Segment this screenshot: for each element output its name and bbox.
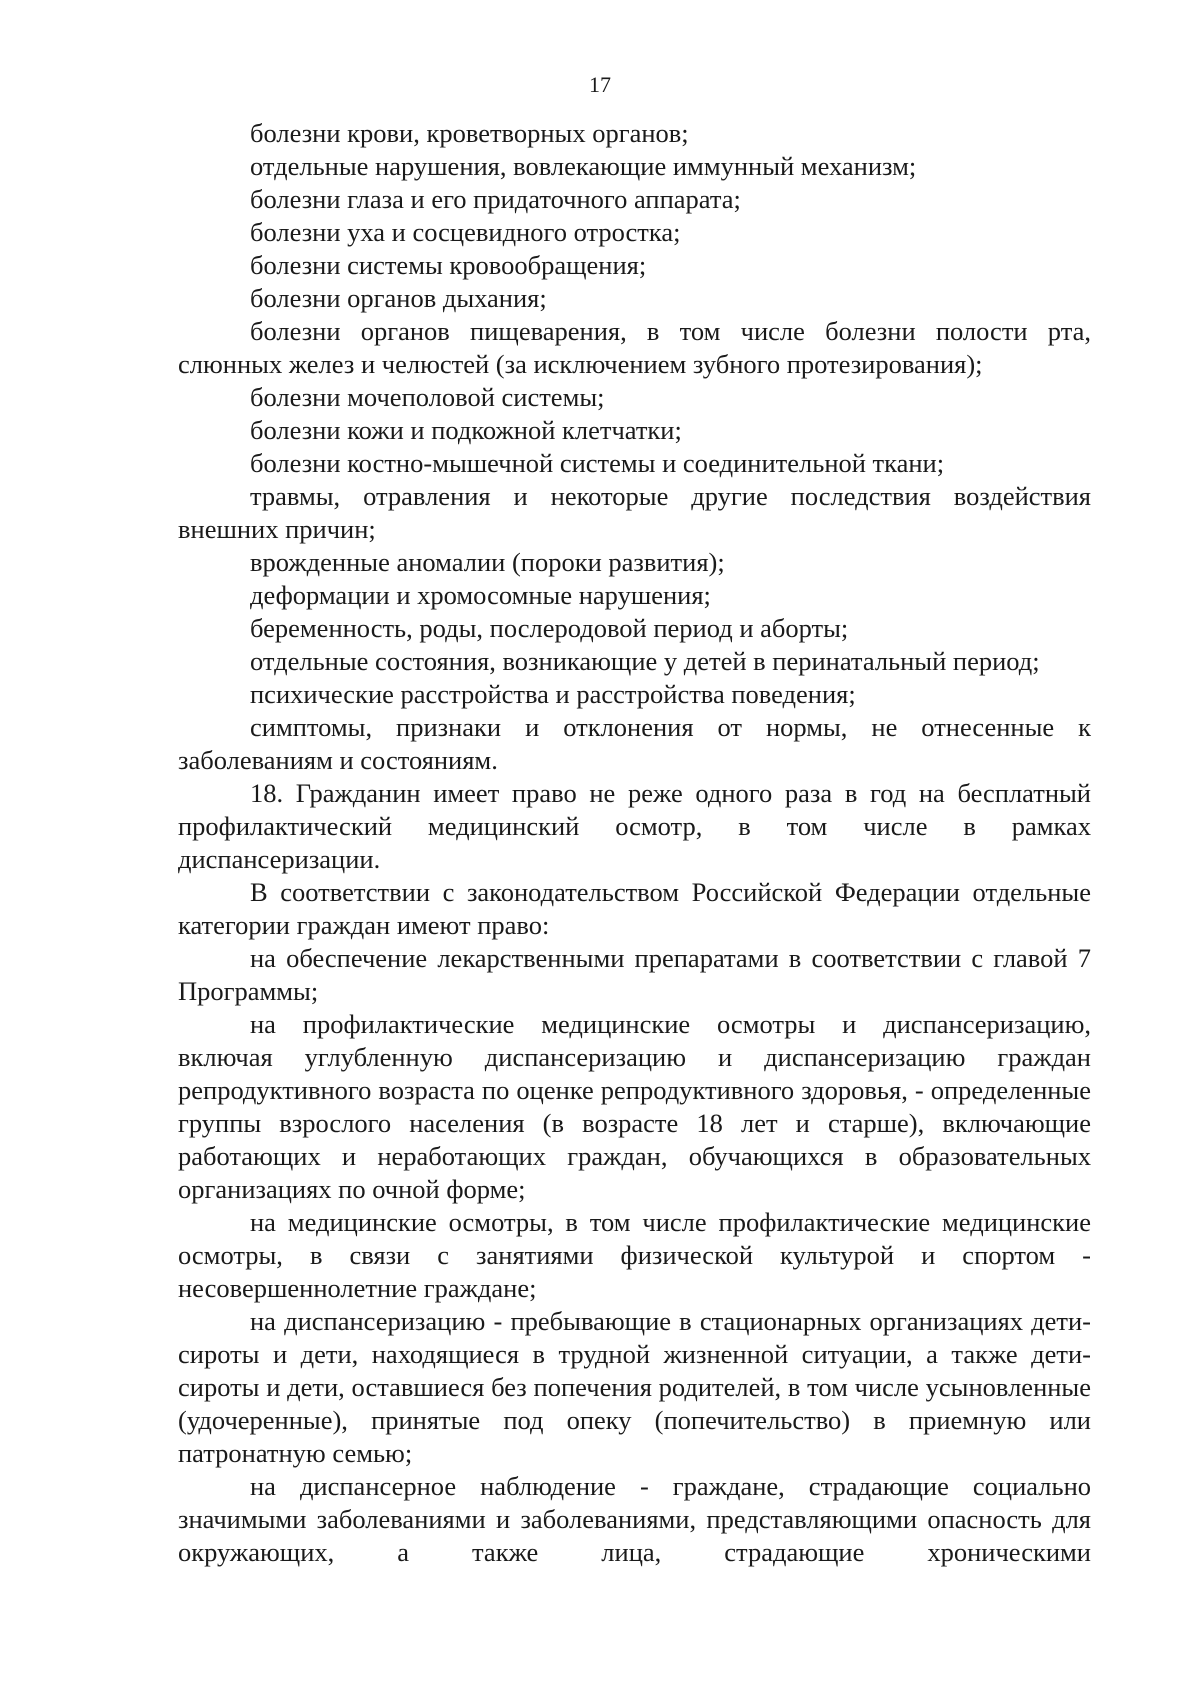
paragraph: болезни системы кровообращения; (250, 250, 647, 280)
paragraph: В соответствии с законодательством Российской Федерации отдельные категории граждан имеют право: (178, 877, 1091, 940)
paragraph: психические расстройства и расстройства поведения; (250, 679, 856, 709)
paragraph: на диспансеризацию - пребывающие в стационарных организациях дети-сироты и дети, находящиеся в трудной жизненной ситуации, а также дети-сироты и дети, оставшиеся без попечения родителей, в том числе усыновленные (удочеренные), принятые под опеку (попечительство) в приемную или патронатную семью; (178, 1306, 1091, 1468)
paragraph: отдельные нарушения, вовлекающие иммунный механизм; (250, 151, 917, 181)
paragraph: врожденные аномалии (пороки развития); (250, 547, 725, 577)
document-body (178, 117, 1091, 1569)
paragraph: на диспансерное наблюдение - граждане, страдающие социально значимыми заболеваниями и заболеваниями, представляющими опасность для окружающих, а также лица, страдающие хроническими (178, 1471, 1091, 1567)
paragraph: деформации и хромосомные нарушения; (250, 580, 711, 610)
page-number: 17 (589, 72, 611, 97)
paragraph: на профилактические медицинские осмотры и диспансеризацию, включая углубленную диспансеризацию и диспансеризацию граждан репродуктивного возраста по оценке репродуктивного здоровья, - определенные группы взрослого населения (в возрасте 18 лет и старше), включающие работающих и неработающих граждан, обучающихся в образовательных организациях по очной форме; (178, 1009, 1091, 1204)
paragraph: болезни глаза и его придаточного аппарата; (250, 184, 741, 214)
paragraph: болезни крови, кроветворных органов; (250, 118, 689, 148)
paragraph: беременность, роды, послеродовой период и аборты; (250, 613, 849, 643)
paragraph: болезни органов дыхания; (250, 283, 547, 313)
paragraph: отдельные состояния, возникающие у детей в перинатальный период; (250, 646, 1040, 676)
paragraph: 18. Гражданин имеет право не реже одного раза в год на бесплатный профилактический медицинский осмотр, в том числе в рамках диспансеризации. (178, 778, 1091, 874)
paragraph: болезни кожи и подкожной клетчатки; (250, 415, 682, 445)
paragraph: болезни органов пищеварения, в том числе болезни полости рта, слюнных желез и челюстей (за исключением зубного протезирования); (178, 316, 1091, 379)
paragraph: болезни мочеполовой системы; (250, 382, 605, 412)
paragraph: на обеспечение лекарственными препаратами в соответствии с главой 7 Программы; (178, 943, 1091, 1006)
paragraph: на медицинские осмотры, в том числе профилактические медицинские осмотры, в связи с занятиями физической культурой и спортом - несовершеннолетние граждане; (178, 1207, 1091, 1303)
paragraph: болезни костно-мышечной системы и соединительной ткани; (250, 448, 945, 478)
paragraph: травмы, отравления и некоторые другие последствия воздействия внешних причин; (178, 481, 1091, 544)
paragraph: болезни уха и сосцевидного отростка; (250, 217, 681, 247)
paragraph: симптомы, признаки и отклонения от нормы, не отнесенные к заболеваниям и состояниям. (178, 712, 1091, 775)
